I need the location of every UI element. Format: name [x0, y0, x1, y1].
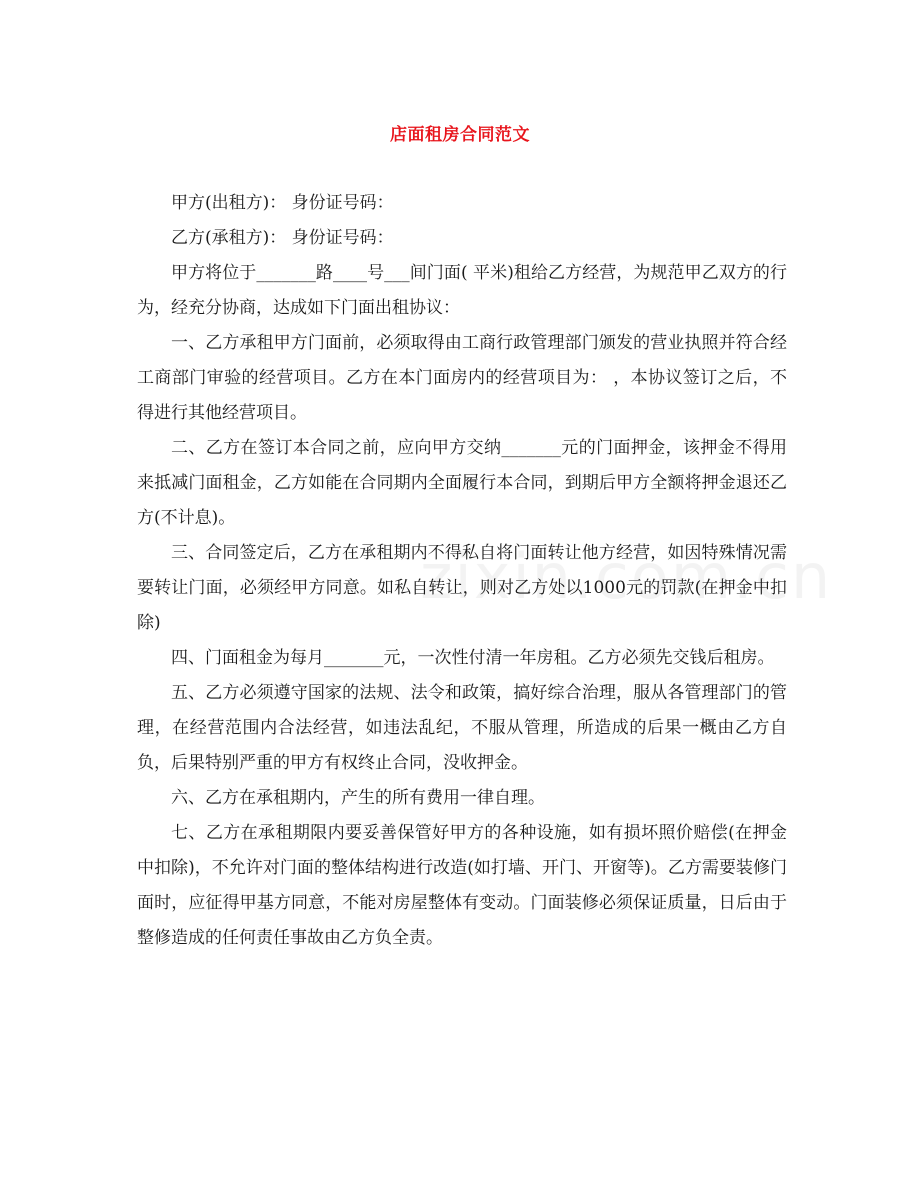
clause-2: 二、乙方在签订本合同之前，应向甲方交纳_______元的门面押金，该押金不得用来抵减门面租金，乙方如能在合同期内全面履行本合同，到期后甲方全额将押金退还乙方(不计息)。 [137, 438, 787, 528]
clause-6: 六、乙方在承租期内，产生的所有费用一律自理。 [171, 788, 545, 808]
intro-paragraph: 甲方将位于_______路____号___间门面( 平米)租给乙方经营，为规范甲乙双方的行为，经充分协商，达成如下门面出租协议： [137, 263, 787, 318]
party-b-line: 乙方(承租方)： 身份证号码： [171, 228, 394, 248]
document-body [137, 186, 787, 956]
clause-3: 三、合同签定后，乙方在承租期内不得私自将门面转让他方经营，如因特殊情况需要转让门面，必须经甲方同意。如私自转让，则对乙方处以1000元的罚款(在押金中扣除) [137, 543, 787, 633]
clause-7: 七、乙方在承租期限内要妥善保管好甲方的各种设施，如有损坏照价赔偿(在押金中扣除)，不允许对门面的整体结构进行改造(如打墙、开门、开窗等)。乙方需要装修门面时，应征得甲基方同意，不能对房屋整体有变动。门面装修必须保证质量，日后由于整修造成的任何责任事故由乙方负全责。 [137, 823, 787, 948]
clause-4: 四、门面租金为每月_______元，一次性付清一年房租。乙方必须先交钱后租房。 [171, 648, 775, 668]
party-a-line: 甲方(出租方)： 身份证号码： [171, 193, 394, 213]
document-title: 店面租房合同范文 [390, 125, 530, 145]
clause-5: 五、乙方必须遵守国家的法规、法令和政策，搞好综合治理，服从各管理部门的管理，在经营范围内合法经营，如违法乱纪，不服从管理，所造成的后果一概由乙方自负，后果特别严重的甲方有权终止合同，没收押金。 [137, 683, 787, 773]
clause-1: 一、乙方承租甲方门面前，必须取得由工商行政管理部门颁发的营业执照并符合经工商部门审验的经营项目。乙方在本门面房内的经营项目为： ，本协议签订之后，不得进行其他经营项目。 [137, 333, 787, 423]
